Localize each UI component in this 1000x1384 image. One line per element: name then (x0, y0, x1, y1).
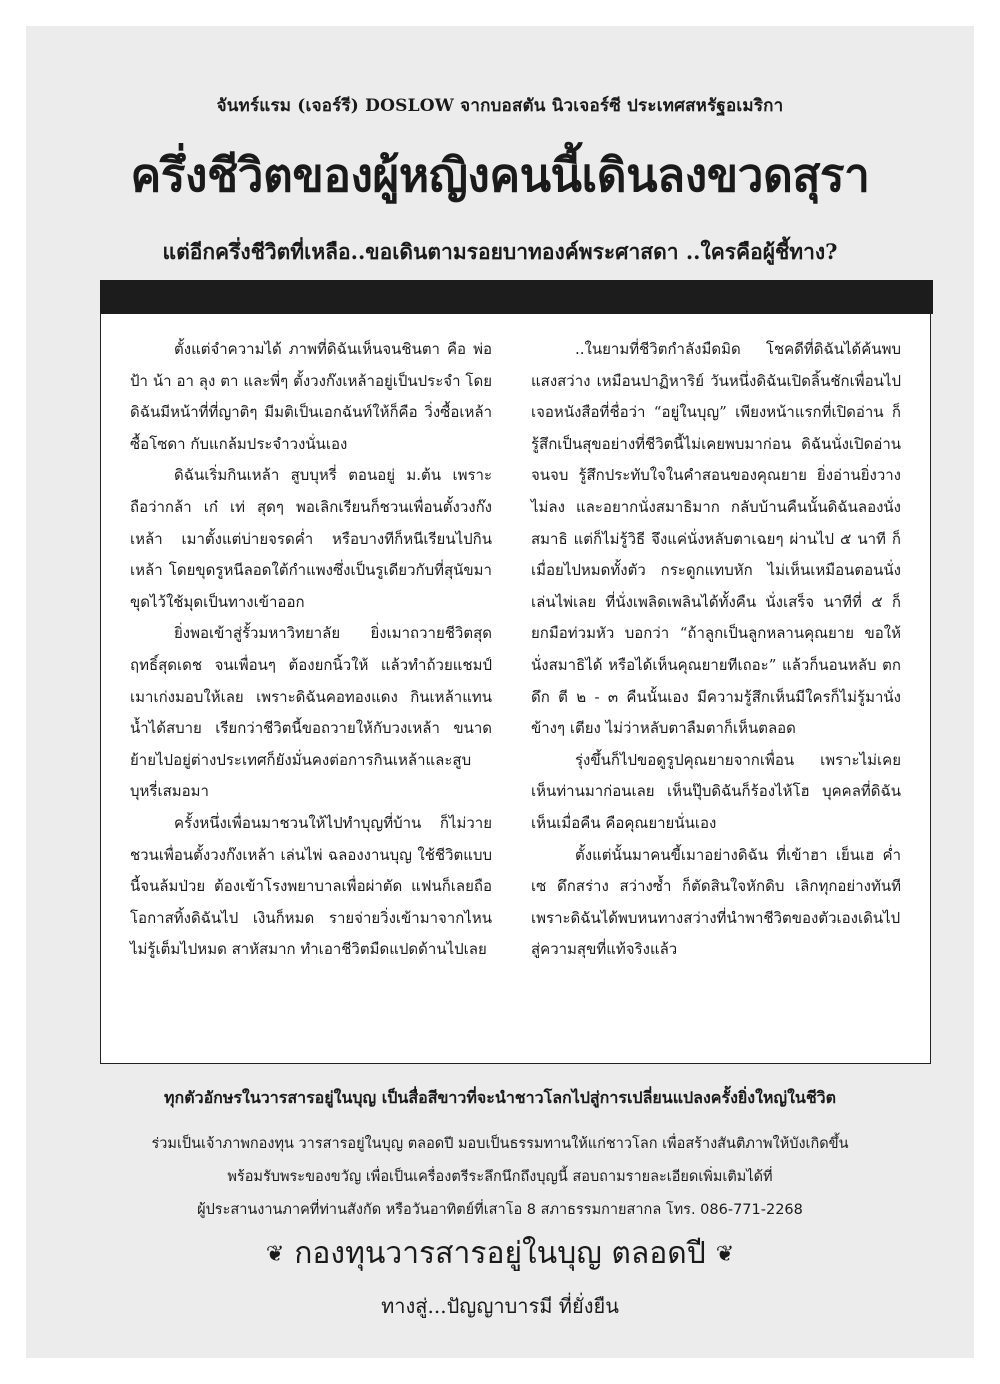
story-paragraph: ตั้งแต่จำความได้ ภาพที่ดิฉันเห็นจนชินตา คือ พ่อ ป้า น้า อา ลุง ตา และพี่ๆ ตั้งวงก๊งเหล้าอยู่เป็นประจำ โดยดิฉันมีหน้าที่ที่ญาติๆ มีมติเป็นเอกฉันท์ให้ก็คือ วิ่งซื้อเหล้า ซื้อโซดา กับแกล้มประจำวงนั่นเอง (130, 340, 492, 453)
byline: จันทร์แรม (เจอร์รี) DOSLOW จากบอสตัน นิวเจอร์ซี ประเทศสหรัฐอเมริกา (216, 96, 784, 116)
story-paragraph: ยิ่งพอเข้าสู่รั้วมหาวิทยาลัย ยิ่งเมาถวายชีวิตสุดฤทธิ์สุดเดช จนเพื่อนๆ ต้องยกนิ้วให้ แล้วทำถ้วยแชมป์เมาเก่งมอบให้เลย เพราะดิฉันคอทองแดง กินเหล้าแทนน้ำได้สบาย เรียกว่าชีวิตนี้ขอถวายให้กับวงเหล้า ขนาดย้ายไปอยู่ต่างประเทศก็ยังมั่นคงต่อการกินเหล้าและสูบบุหรี่เสมอมา (130, 624, 492, 801)
headline: ครึ่งชีวิตของผู้หญิงคนนี้เดินลงขวดสุรา (130, 148, 870, 202)
story-paragraph: ครั้งหนึ่งเพื่อนมาชวนให้ไปทำบุญที่บ้าน ก็ไม่วายชวนเพื่อนตั้งวงก๊งเหล้า เล่นไพ่ ฉลองงานบุญ ใช้ชีวิตแบบนี้จนล้มป่วย ต้องเข้าโรงพยาบาลเพื่อผ่าตัด แฟนก็เลยถือโอกาสทิ้งดิฉันไป เงินก็หมด รายจ่ายวิ่งเข้ามาจากไหนไม่รู้เต็มไปหมด สาหัสมาก ทำเอาชีวิตมืดแปดด้านไปเลย (130, 813, 492, 959)
footer-info-line: พร้อมรับพระของขวัญ เพื่อเป็นเครื่องตรีระลึกนึกถึงบุญนี้ สอบถามรายละเอียดเพิ่มเติมได้ที่ (227, 1169, 773, 1185)
ornament-right-icon: ❦ (715, 1242, 735, 1267)
black-banner-bar (100, 280, 933, 314)
fund-title: กองทุนวารสารอยู่ในบุญ ตลอดปี (294, 1236, 706, 1271)
story-right-column (531, 334, 901, 966)
fund-title-row (26, 1234, 974, 1275)
story-box (100, 314, 931, 1064)
story-paragraph: รุ่งขึ้นก็ไปขอดูรูปคุณยายจากเพื่อน เพราะไม่เคยเห็นท่านมาก่อนเลย เห็นปุ๊บดิฉันก็ร้องไห้โฮ บุคคลที่ดิฉันเห็นเมื่อคืน คือคุณยายนั่นเอง (531, 750, 901, 832)
footer-tagline: ทุกตัวอักษรในวารสารอยู่ในบุญ เป็นสื่อสีขาวที่จะนำชาวโลกไปสู่การเปลี่ยนแปลงครั้งยิ่งใหญ่ในชีวิต (163, 1088, 837, 1107)
fund-tagline: ทางสู่...ปัญญาบารมี ที่ยั่งยืน (381, 1294, 619, 1318)
footer-info-line: ผู้ประสานงานภาคที่ท่านสังกัด หรือวันอาทิตย์ที่เสาโอ 8 สภาธรรมกายสากล โทร. 086-771-2268 (197, 1202, 803, 1218)
ornament-left-icon: ❦ (265, 1242, 285, 1267)
story-paragraph: ตั้งแต่นั้นมาคนขี้เมาอย่างดิฉัน ที่เข้าฮา เย็นเฮ ค่ำเซ ดึกสร่าง สว่างซ้ำ ก็ตัดสินใจหักดิบ เลิกทุกอย่างทันที เพราะดิฉันได้พบหนทางสว่างที่นำพาชีวิตของตัวเองเดินไปสู่ความสุขที่แท้จริงแล้ว (531, 845, 901, 959)
story-paragraph: ดิฉันเริ่มกินเหล้า สูบบุหรี่ ตอนอยู่ ม.ต้น เพราะถือว่ากล้า เก๋ เท่ สุดๆ พอเลิกเรียนก็ชวนเพื่อนตั้งวงก๊งเหล้า เมาตั้งแต่บ่ายจรดค่ำ หรือบางทีก็หนีเรียนไปกินเหล้า โดยขุดรูหนีลอดใต้กำแพงซึ่งเป็นรูเดียวกับที่สุนัขมาขุดไว้ใช้มุดเป็นทางเข้าออก (130, 466, 492, 611)
footer-info (60, 1128, 940, 1227)
subheadline: แต่อีกครึ่งชีวิตที่เหลือ..ขอเดินตามรอยบาทองค์พระศาสดา ..ใครคือผู้ชี้ทาง? (162, 239, 838, 264)
footer-info-line: ร่วมเป็นเจ้าภาพกองทุน วารสารอยู่ในบุญ ตลอดปี มอบเป็นธรรมทานให้แก่ชาวโลก เพื่อสร้างสันติภาพให้บังเกิดขึ้น (151, 1136, 849, 1152)
story-left-column (130, 334, 492, 966)
story-paragraph: ..ในยามที่ชีวิตกำลังมืดมิด โชคดีที่ดิฉันได้ค้นพบแสงสว่าง เหมือนปาฏิหาริย์ วันหนึ่งดิฉันเปิดลิ้นชักเพื่อนไปเจอหนังสือที่ชื่อว่า “อยู่ในบุญ” เพียงหน้าแรกที่เปิดอ่าน ก็รู้สึกเป็นสุขอย่างที่ชีวิตนี้ไม่เคยพบมาก่อน ดิฉันนั่งเปิดอ่านจนจบ รู้สึกประทับใจในคำสอนของคุณยาย ยิ่งอ่านยิ่งวางไม่ลง และอยากนั่งสมาธิมาก กลับบ้านคืนนั้นดิฉันลองนั่งสมาธิ แต่ก็ไม่รู้วิธี จึงแค่นั่งหลับตาเฉยๆ ผ่านไป ๕ นาที ก็เมื่อยไปหมดทั้งตัว กระดูกแทบหัก ไม่เห็นเหมือนตอนนั่งเล่นไพ่เลย ที่นั่งเพลิดเพลินได้ทั้งคืน นั่งเสร็จ นาทีที่ ๕ ก็ยกมือท่วมหัว บอกว่า “ถ้าลูกเป็นลูกหลานคุณยาย ขอให้นั่งสมาธิได้ หรือได้เห็นคุณยายทีเถอะ” แล้วก็นอนหลับ ตกดึก ตี ๒ - ๓ คืนนั้นเอง มีความรู้สึกเห็นมีใครก็ไม่รู้มานั่งข้างๆ เตียง ไม่ว่าหลับตาลืมตาก็เห็นตลอด (531, 340, 901, 738)
